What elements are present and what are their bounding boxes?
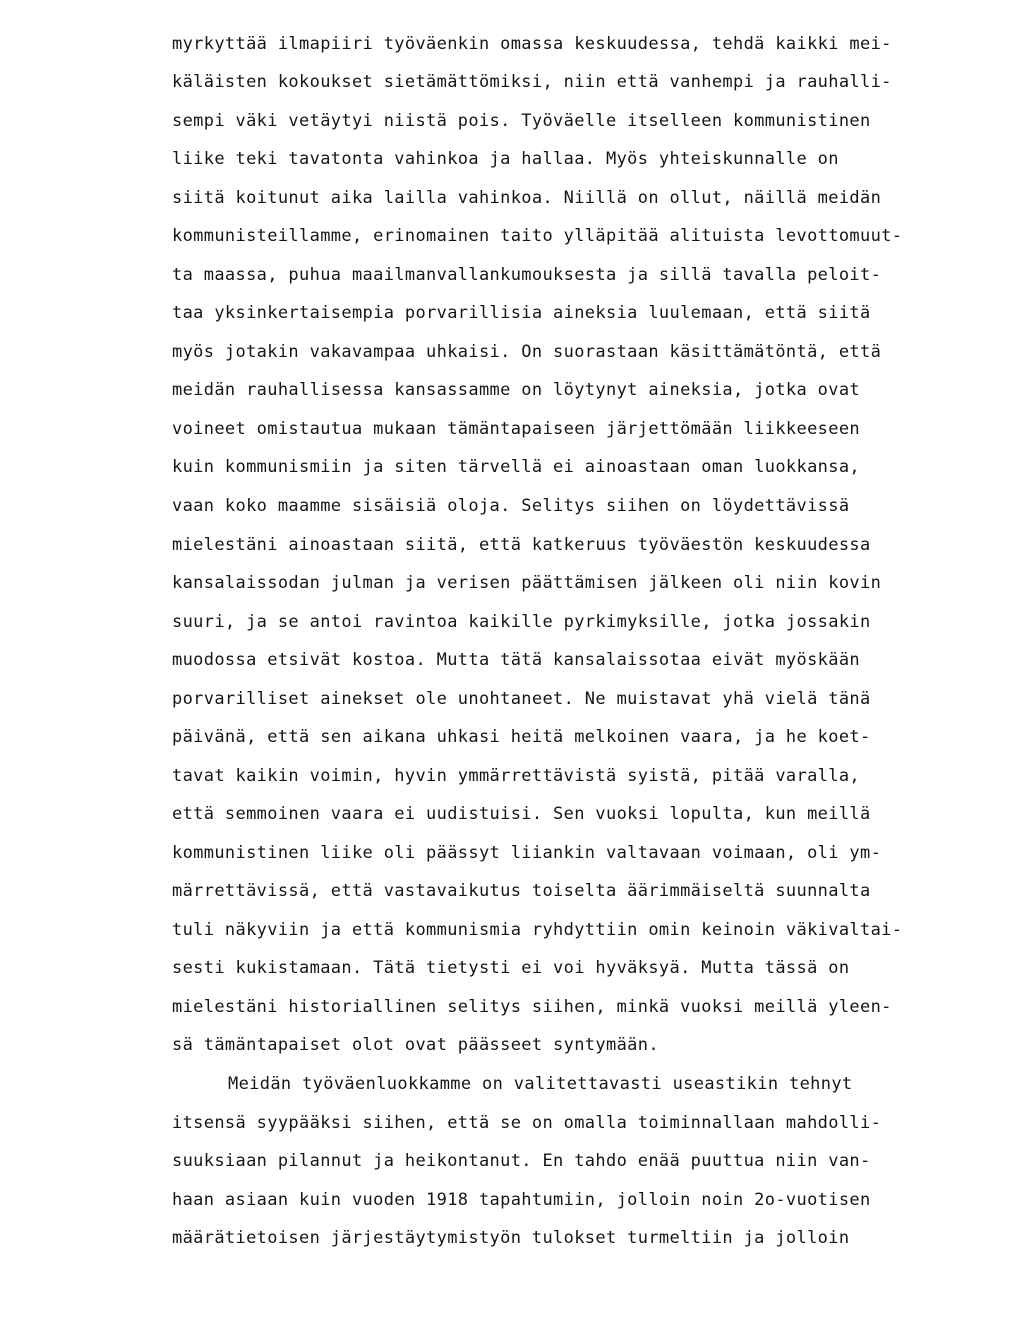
text-line: sesti kukistamaan. Tätä tietysti ei voi hyväksyä. Mutta tässä on	[172, 958, 850, 978]
text-line: itsensä syypääksi siihen, että se on omalla toiminnallaan mahdolli-	[172, 1113, 882, 1133]
text-line: kuin kommunismiin ja siten tärvellä ei ainoastaan oman luokkansa,	[172, 457, 861, 477]
text-line: vaan koko maamme sisäisiä oloja. Selitys siihen on löydettävissä	[172, 496, 850, 516]
text-line: myrkyttää ilmapiiri työväenkin omassa keskuudessa, tehdä kaikki mei-	[172, 34, 892, 54]
text-line: suuri, ja se antoi ravintoa kaikille pyrkimyksille, jotka jossakin	[172, 612, 871, 632]
text-line: haan asiaan kuin vuoden 1918 tapahtumiin, jolloin noin 2o-vuotisen	[172, 1190, 871, 1210]
text-line: muodossa etsivät kostoa. Mutta tätä kansalaissotaa eivät myöskään	[172, 650, 861, 670]
text-line: Meidän työväenluokkamme on valitettavasti useastikin tehnyt	[228, 1074, 853, 1094]
text-line: märrettävissä, että vastavaikutus toiselta äärimmäiseltä suunnalta	[172, 881, 871, 901]
text-line: sempi väki vetäytyi niistä pois. Työväelle itselleen kommunistinen	[172, 111, 871, 131]
text-line: määrätietoisen järjestäytymistyön tulokset turmeltiin ja jolloin	[172, 1228, 850, 1248]
text-line: kommunistinen liike oli päässyt liiankin valtavaan voimaan, oli ym-	[172, 843, 882, 863]
text-line: meidän rauhallisessa kansassamme on löytynyt aineksia, jotka ovat	[172, 380, 861, 400]
text-line: kansalaissodan julman ja verisen päättämisen jälkeen oli niin kovin	[172, 573, 882, 593]
text-line: taa yksinkertaisempia porvarillisia aineksia luulemaan, että siitä	[172, 303, 871, 323]
text-line: liike teki tavatonta vahinkoa ja hallaa. Myös yhteiskunnalle on	[172, 149, 839, 169]
text-line: voineet omistautua mukaan tämäntapaiseen järjettömään liikkeeseen	[172, 419, 861, 439]
text-line: että semmoinen vaara ei uudistuisi. Sen vuoksi lopulta, kun meillä	[172, 804, 871, 824]
text-line: mielestäni ainoastaan siitä, että katkeruus työväestön keskuudessa	[172, 535, 871, 555]
text-line: sä tämäntapaiset olot ovat päässeet syntymään.	[172, 1035, 659, 1055]
text-line: porvarilliset ainekset ole unohtaneet. Ne muistavat yhä vielä tänä	[172, 689, 871, 709]
text-line: ta maassa, puhua maailmanvallankumouksesta ja sillä tavalla peloit-	[172, 265, 882, 285]
text-line: kommunisteillamme, erinomainen taito ylläpitää alituista levottomuut-	[172, 226, 903, 246]
text-line: myös jotakin vakavampaa uhkaisi. On suorastaan käsittämätöntä, että	[172, 342, 882, 362]
text-line: päivänä, että sen aikana uhkasi heitä melkoinen vaara, ja he koet-	[172, 727, 871, 747]
text-line: käläisten kokoukset sietämättömiksi, niin että vanhempi ja rauhalli-	[172, 72, 892, 92]
text-line: siitä koitunut aika lailla vahinkoa. Niillä on ollut, näillä meidän	[172, 188, 882, 208]
text-line: tuli näkyviin ja että kommunismia ryhdyttiin omin keinoin väkivaltai-	[172, 920, 903, 940]
text-line: suuksiaan pilannut ja heikontanut. En tahdo enää puuttua niin van-	[172, 1151, 871, 1171]
text-line: mielestäni historiallinen selitys siihen, minkä vuoksi meillä yleen-	[172, 997, 892, 1017]
text-line: tavat kaikin voimin, hyvin ymmärrettävistä syistä, pitää varalla,	[172, 766, 861, 786]
